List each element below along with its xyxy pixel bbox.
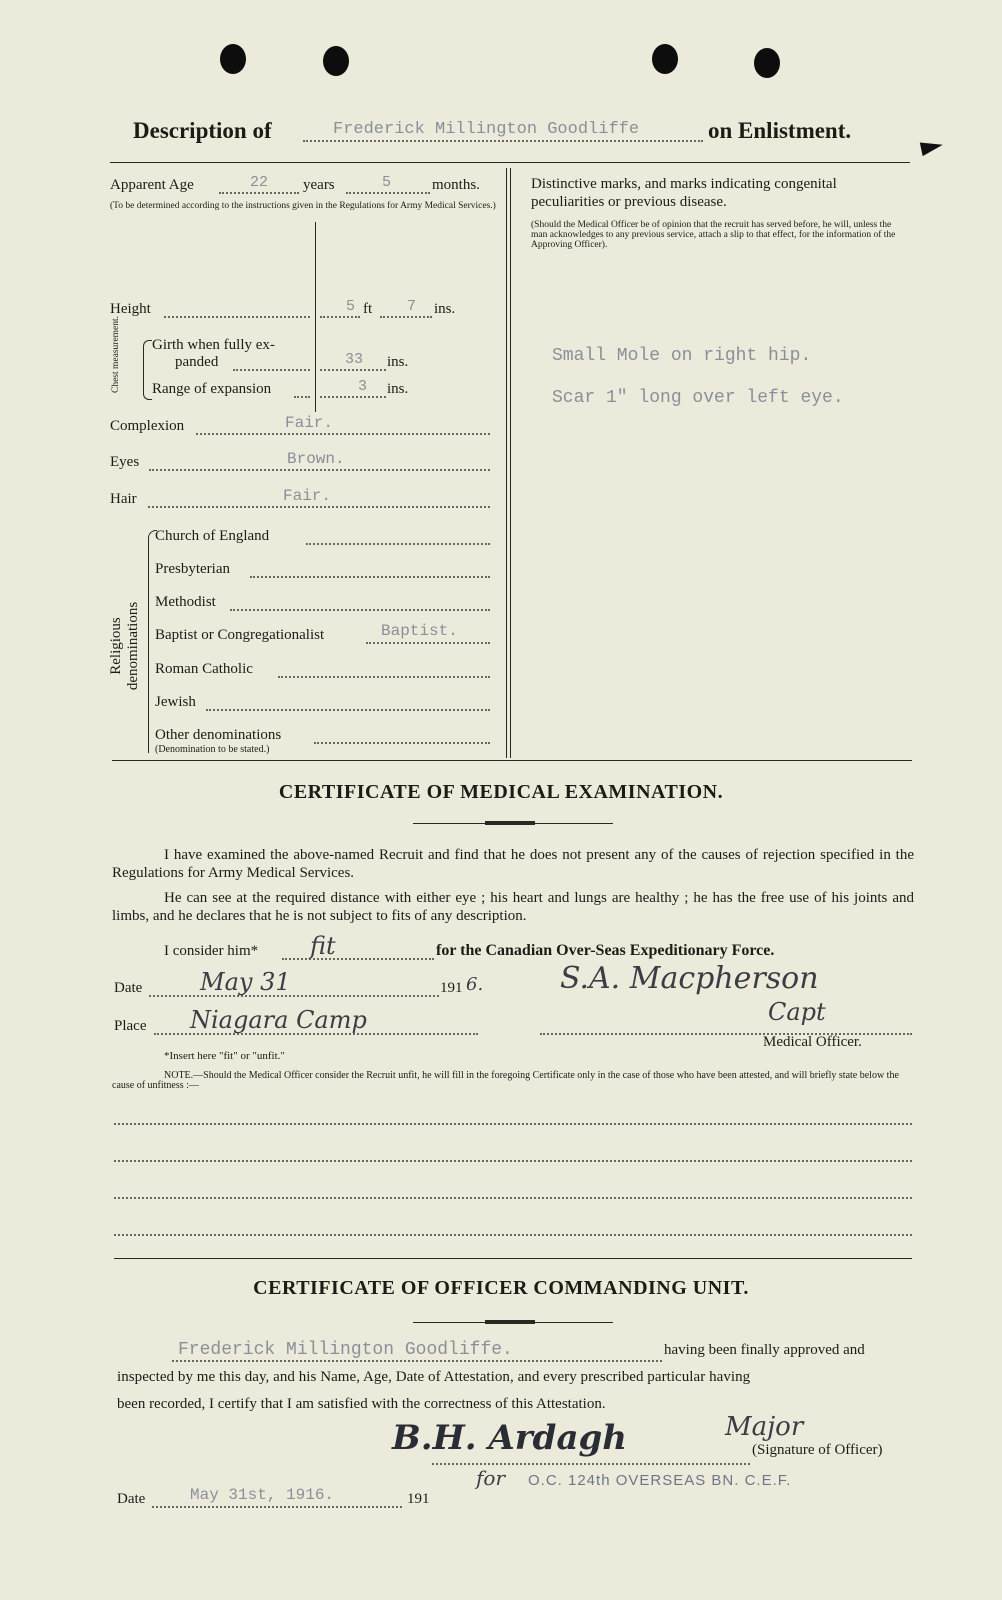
medical-year-suffix: 6. [466, 974, 484, 995]
religion-church-of-england-line [306, 543, 490, 545]
medical-place-label: Place [114, 1018, 147, 1034]
religion-roman-catholic-line [278, 676, 490, 678]
commanding-line-3: been recorded, I certify that I am satisfied with the correctness of this Attestation. [117, 1396, 606, 1412]
unfitness-line-1 [114, 1123, 912, 1125]
age-months-value: 5 [382, 174, 392, 191]
religious-side-label-2: denominations [125, 601, 141, 691]
force-label: for the Canadian Over-Seas Expeditionary Force. [436, 942, 775, 959]
girth-label-1: Girth when fully ex- [152, 337, 275, 353]
top-rule [110, 162, 910, 163]
commanding-officer-signature: B.H. Ardagh [392, 1418, 627, 1458]
chest-brace [143, 340, 152, 400]
title-name-line [303, 140, 703, 142]
ft-label: ft [363, 301, 373, 317]
medical-paragraph-2: He can see at the required distance with either eye ; his heart and lungs are healthy ; he has the free use of his joints and limbs, and he declares that he is not subject to fits of any description. [112, 890, 914, 924]
commanding-recruit-name: Frederick Millington Goodliffe. [178, 1340, 513, 1360]
commanding-name-line [172, 1360, 662, 1362]
left-column-divider-2 [510, 168, 511, 758]
religion-baptist-line [366, 642, 490, 644]
religion-other-label: Other denominations [155, 727, 282, 743]
age-years-value: 22 [250, 174, 269, 191]
eyes-value: Brown. [287, 450, 345, 468]
religious-side-label-1: Religious [108, 617, 124, 675]
unfitness-line-4 [114, 1234, 912, 1236]
punch-hole-1 [220, 44, 246, 74]
religion-other-note: (Denomination to be stated.) [155, 744, 270, 755]
punch-hole-3 [652, 44, 678, 74]
age-note: (To be determined according to the instructions given in the Regulations for Army Medical Services.) [110, 201, 496, 211]
commanding-date-label: Date [117, 1491, 146, 1507]
commanding-signature-line [432, 1463, 750, 1465]
religion-other-line [314, 742, 490, 744]
range-label: Range of expansion [152, 381, 272, 397]
insert-fit-note: *Insert here "fit" or "unfit." [164, 1050, 285, 1062]
consider-him-line [282, 958, 434, 960]
religion-presbyterian-line [250, 576, 490, 578]
age-years-line [219, 192, 299, 194]
title-prefix: Description of [133, 118, 272, 143]
unfit-note: NOTE.—Should the Medical Officer consider the Recruit unfit, he will fill in the foregoing Certificate only in the case of those who have been attested, and will briefly state below the cause of unfitness :— [112, 1070, 899, 1091]
years-label: years [303, 177, 335, 193]
girth-value-line [320, 369, 386, 371]
commanding-year-prefix: 191 [407, 1491, 430, 1507]
complexion-value: Fair. [285, 414, 334, 432]
distinctive-mark-1: Small Mole on right hip. [552, 346, 812, 366]
medical-place-value: Niagara Camp [190, 1006, 367, 1034]
height-ft-value: 5 [346, 298, 356, 315]
girth-label-2: panded [175, 354, 219, 370]
medical-date-line [149, 995, 439, 997]
consider-him-label: I consider him* [164, 943, 259, 959]
medical-officer-rank: Capt [768, 998, 826, 1026]
for-label: for [476, 1466, 506, 1490]
religion-presbyterian-label: Presbyterian [155, 561, 230, 577]
range-value-line [320, 396, 386, 398]
range-line [294, 396, 310, 398]
age-months-line [346, 192, 430, 194]
religion-baptist-value: Baptist. [381, 622, 458, 640]
medical-paragraph-1: I have examined the above-named Recruit and find that he does not present any of the causes of rejection specified in the Regulations for Army Medical Services. [112, 847, 914, 881]
height-ft-line [320, 316, 360, 318]
commanding-heading-underline-mark [485, 1320, 535, 1324]
height-ins-label: ins. [434, 301, 456, 317]
consider-him-value: fit [310, 932, 336, 960]
commanding-certificate-heading: CERTIFICATE OF OFFICER COMMANDING UNIT. [253, 1277, 749, 1299]
hair-label: Hair [110, 491, 137, 507]
religion-methodist-label: Methodist [155, 594, 216, 610]
medical-heading-underline-mark [485, 821, 535, 825]
girth-line [233, 369, 310, 371]
signature-of-officer-label: (Signature of Officer) [752, 1442, 883, 1458]
hair-value: Fair. [283, 487, 332, 505]
medical-section-bottom-rule [114, 1258, 912, 1259]
complexion-line [196, 433, 490, 435]
eyes-label: Eyes [110, 454, 140, 470]
commanding-officer-rank: Major [725, 1412, 804, 1442]
arrow-marker-icon [920, 138, 944, 156]
page-title [133, 118, 272, 144]
girth-ins-label: ins. [387, 354, 409, 370]
eyes-line [149, 469, 490, 471]
unfitness-line-2 [114, 1160, 912, 1162]
hair-line [148, 506, 490, 508]
medical-year-prefix: 191 [440, 980, 463, 996]
medical-certificate-heading: CERTIFICATE OF MEDICAL EXAMINATION. [278, 781, 724, 803]
unfitness-line-3 [114, 1197, 912, 1199]
height-in-value: 7 [407, 298, 417, 315]
religion-jewish-line [206, 709, 490, 711]
commanding-date-line [152, 1506, 402, 1508]
distinctive-mark-2: Scar 1" long over left eye. [552, 388, 844, 408]
section-bottom-rule [112, 760, 912, 761]
religion-jewish-label: Jewish [155, 694, 196, 710]
marks-note: (Should the Medical Officer be of opinion that the recruit has served before, he will, unless the man acknowledges to any previous service, attach a slip to that effect, for the information of the Approving Officer). [531, 220, 896, 250]
commanding-officer-stamp: O.C. 124th OVERSEAS BN. C.E.F. [528, 1472, 792, 1489]
commanding-line-1-suffix: having been finally approved and [664, 1342, 865, 1358]
punch-hole-4 [754, 48, 780, 78]
complexion-label: Complexion [110, 418, 185, 434]
range-ins-label: ins. [387, 381, 409, 397]
title-suffix: on Enlistment. [708, 118, 852, 143]
girth-value: 33 [345, 351, 364, 368]
medical-officer-label: Medical Officer. [763, 1034, 862, 1050]
religion-church-of-england-label: Church of England [155, 528, 270, 544]
religion-baptist-label: Baptist or Congregationalist [155, 627, 325, 643]
religion-roman-catholic-label: Roman Catholic [155, 661, 253, 677]
medical-officer-signature: S.A. Macpherson [560, 961, 819, 996]
religion-methodist-line [230, 609, 490, 611]
apparent-age-label: Apparent Age [110, 177, 194, 193]
height-label: Height [110, 301, 151, 317]
medical-date-label: Date [114, 980, 143, 996]
height-in-line [380, 316, 432, 318]
chest-measurement-side-label: Chest measurement. [111, 315, 121, 393]
months-label: months. [432, 177, 480, 193]
religious-side-label [108, 586, 142, 706]
commanding-line-2: inspected by me this day, and his Name, Age, Date of Attestation, and every prescribed particular having [117, 1369, 751, 1385]
commanding-date-value: May 31st, 1916. [190, 1486, 335, 1504]
marks-heading-2: peculiarities or previous disease. [531, 194, 727, 210]
medical-date-value: May 31 [200, 968, 291, 996]
values-column-divider [315, 222, 316, 412]
left-column-divider-1 [506, 168, 507, 758]
range-value: 3 [358, 378, 368, 395]
recruit-name: Frederick Millington Goodliffe [333, 120, 640, 139]
punch-hole-2 [323, 46, 349, 76]
height-line [164, 316, 310, 318]
marks-heading-1: Distinctive marks, and marks indicating congenital [531, 176, 837, 192]
